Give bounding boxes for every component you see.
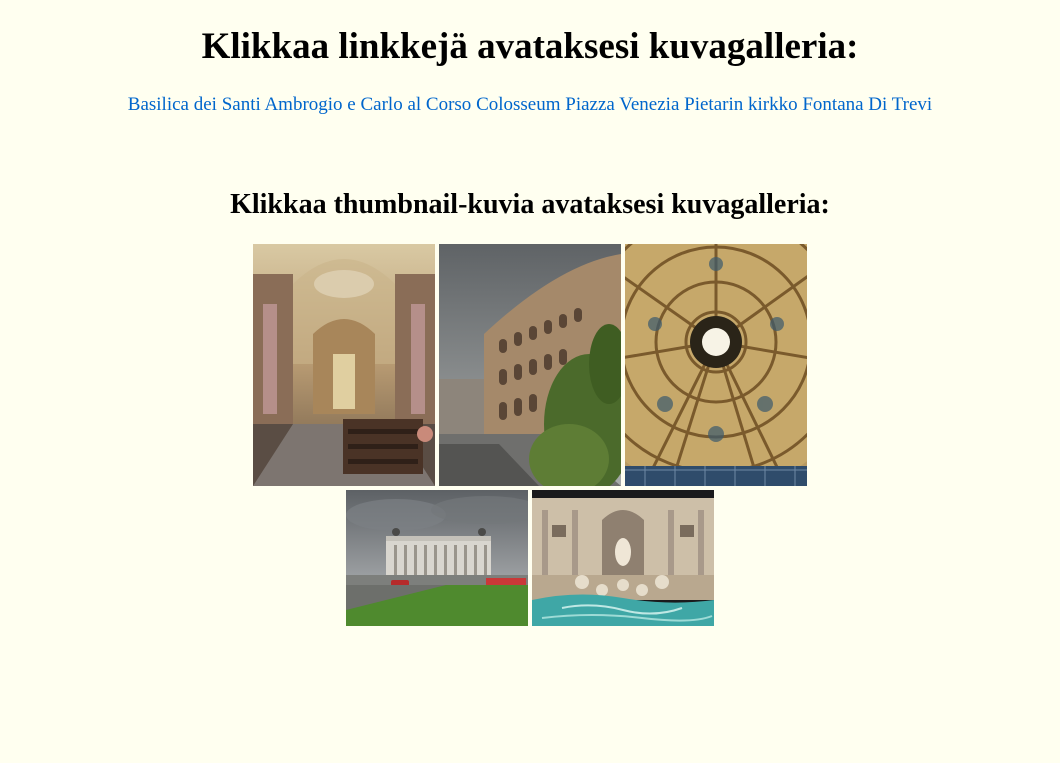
link-basilica[interactable]: Basilica dei Santi Ambrogio e Carlo al Corso xyxy=(127,94,472,115)
page xyxy=(27,0,1033,626)
links-heading: Klikkaa linkkejä avataksesi kuvagalleria: xyxy=(201,26,859,67)
thumbnail-st-peters[interactable] xyxy=(625,244,807,486)
piazza-venezia-image xyxy=(346,490,528,626)
link-fontana-di-trevi[interactable]: Fontana Di Trevi xyxy=(802,94,933,115)
st-peters-dome-image xyxy=(625,244,807,486)
thumbnails-heading: Klikkaa thumbnail-kuvia avataksesi kuvagalleria: xyxy=(230,189,830,220)
trevi-fountain-image xyxy=(532,490,714,626)
thumbnail-colosseum[interactable] xyxy=(439,244,621,486)
thumbnail-piazza-venezia[interactable] xyxy=(346,490,528,626)
gallery-links xyxy=(27,93,1033,117)
thumbnail-trevi[interactable] xyxy=(532,490,714,626)
thumbnail-grid xyxy=(250,244,810,626)
thumbnail-basilica[interactable] xyxy=(253,244,435,486)
link-colosseum[interactable]: Colosseum xyxy=(476,94,561,115)
link-piazza-venezia[interactable]: Piazza Venezia xyxy=(565,94,680,115)
link-pietarin-kirkko[interactable]: Pietarin kirkko xyxy=(684,94,798,115)
colosseum-image xyxy=(439,244,621,486)
basilica-interior-image xyxy=(253,244,435,486)
